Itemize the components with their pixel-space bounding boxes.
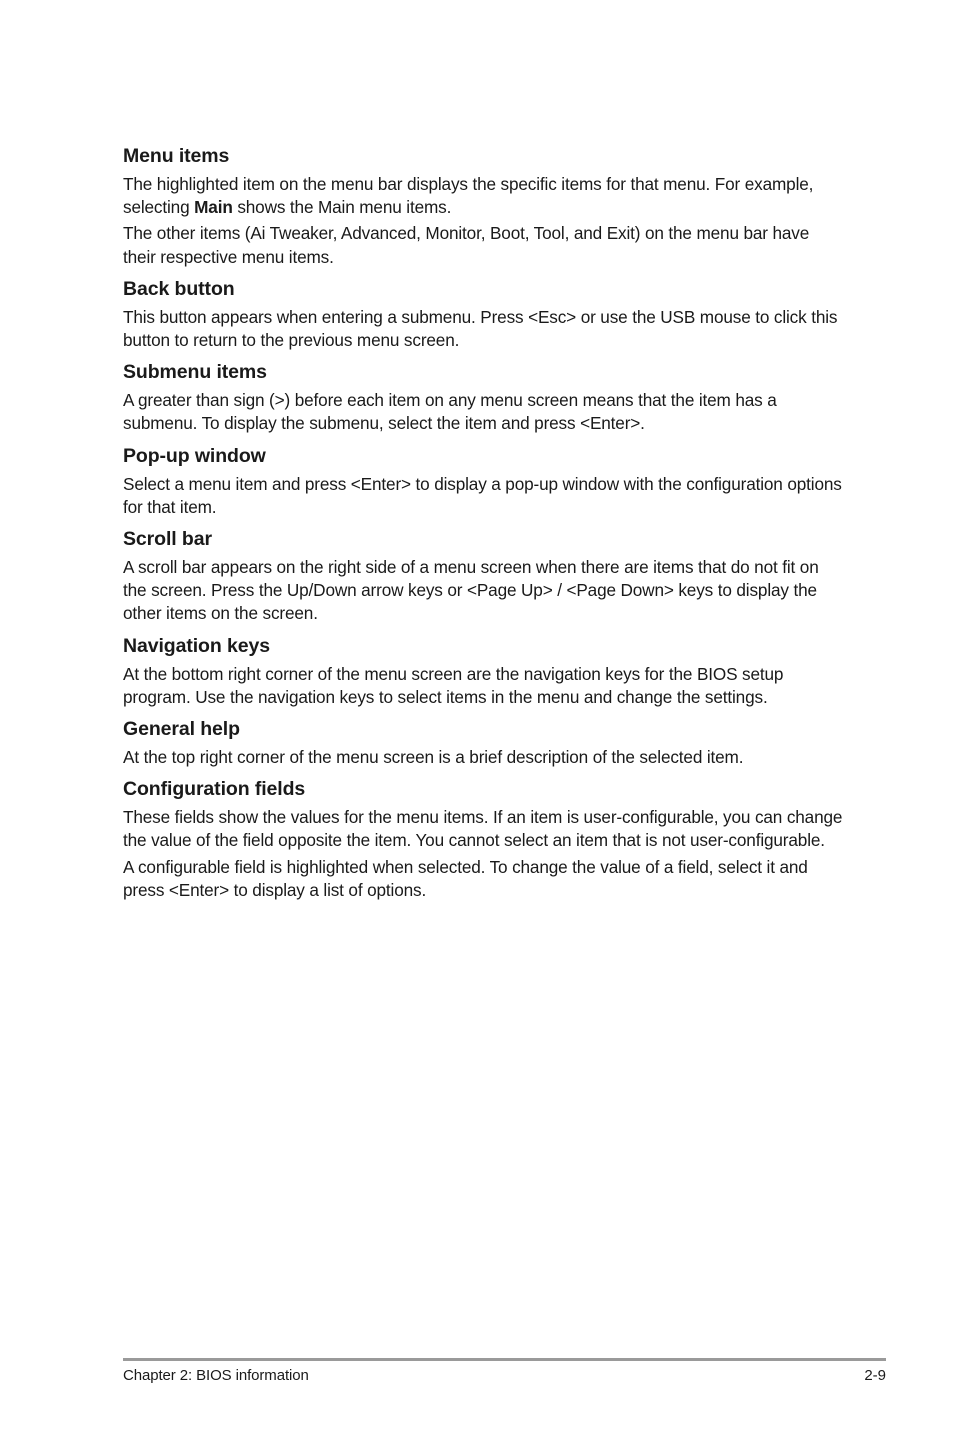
section-heading: Back button	[123, 277, 235, 300]
paragraph: These fields show the values for the menu items. If an item is user-configurable, you can change the value of the field opposite the item. You cannot select an item that is not user-configurable.	[123, 807, 843, 851]
footer-divider	[123, 1358, 886, 1361]
section-general-help	[123, 716, 843, 769]
paragraph-text: shows the Main menu items.	[232, 197, 452, 218]
paragraph: The other items (Ai Tweaker, Advanced, Monitor, Boot, Tool, and Exit) on the menu bar have their respective menu items.	[123, 223, 810, 267]
footer-page-number: 2-9	[864, 1367, 886, 1384]
section-heading: Configuration fields	[123, 778, 306, 801]
paragraph	[123, 173, 843, 219]
paragraph: At the top right corner of the menu screen is a brief description of the selected item.	[123, 747, 744, 768]
section-configuration-fields	[123, 776, 843, 902]
section-menu-items	[123, 143, 843, 269]
section-heading: Menu items	[123, 145, 230, 167]
section-heading: General help	[123, 718, 240, 741]
section-heading: Pop-up window	[123, 444, 266, 467]
paragraph: A scroll bar appears on the right side of a menu screen when there are items that do not fit on the screen. Press the Up/Down arrow keys or <Page Up> / <Page Down> keys to display the other items on the screen.	[123, 557, 819, 624]
main-menu-term: Main	[194, 197, 233, 218]
section-back-button	[123, 276, 843, 352]
section-popup-window	[123, 443, 843, 519]
paragraph: A configurable field is highlighted when selected. To change the value of a field, select it and press <Enter> to display a list of options.	[123, 856, 808, 900]
paragraph: Select a menu item and press <Enter> to display a pop-up window with the configuration options for that item.	[123, 473, 842, 517]
footer-chapter-label: Chapter 2: BIOS information	[123, 1367, 309, 1384]
section-scroll-bar	[123, 526, 843, 626]
paragraph-text: The highlighted item on the menu bar displays the specific items for that menu. For example, selecting	[123, 174, 814, 218]
page-content	[123, 143, 843, 905]
section-heading: Scroll bar	[123, 528, 212, 551]
paragraph: A greater than sign (>) before each item on any menu screen means that the item has a submenu. To display the submenu, select the item and press <Enter>.	[123, 390, 777, 434]
section-heading: Submenu items	[123, 361, 267, 384]
section-navigation-keys	[123, 633, 843, 709]
paragraph: This button appears when entering a submenu. Press <Esc> or use the USB mouse to click this button to return to the previous menu screen.	[123, 306, 838, 351]
section-submenu-items	[123, 359, 843, 435]
section-heading: Navigation keys	[123, 634, 270, 657]
paragraph: At the bottom right corner of the menu screen are the navigation keys for the BIOS setup program. Use the navigation keys to select items in the menu and change the settings.	[123, 663, 784, 707]
